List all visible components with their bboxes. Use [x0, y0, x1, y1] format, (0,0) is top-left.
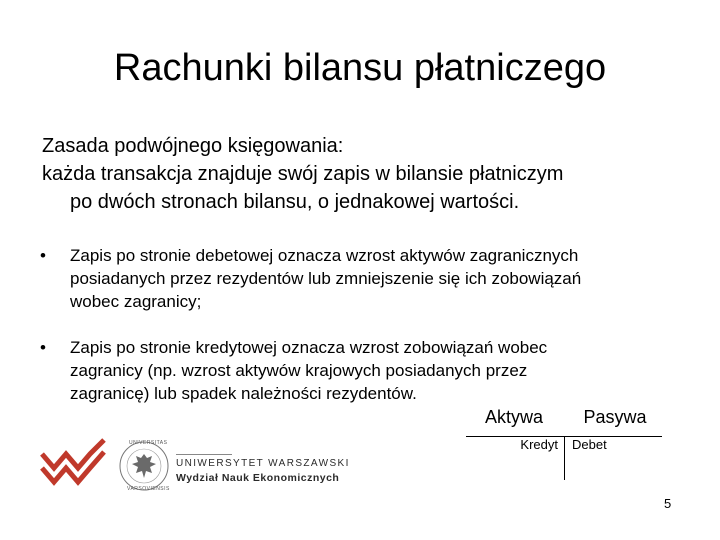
bullet-symbol: • [40, 338, 46, 357]
bullet-line: Zapis po stronie debetowej oznacza wzrost aktywów zagranicznych [70, 246, 579, 265]
footer-divider [176, 454, 232, 455]
bullet-line: wobec zagranicy; [70, 292, 202, 311]
bullet-line: zagranicę) lub spadek należności rezydentów. [70, 384, 417, 403]
slide-title: Rachunki bilansu płatniczego [113, 47, 607, 89]
university-name: UNIWERSYTET WARSZAWSKI [176, 458, 350, 469]
page-number: 5 [664, 496, 672, 511]
seal-text-top: UNIVERSITAS [129, 440, 168, 446]
t-account-aktywa: Aktywa [484, 407, 544, 427]
bullet-line: Zapis po stronie kredytowej oznacza wzrost zobowiązań wobec [70, 338, 548, 357]
eagle-seal-icon [118, 440, 170, 492]
intro-line-3: po dwóch stronach bilansu, o jednakowej wartości. [70, 191, 520, 213]
t-account-vertical-line [564, 436, 565, 480]
intro-text [42, 132, 702, 216]
t-account-diagram [466, 404, 662, 480]
intro-line-1: Zasada podwójnego księgowania: [42, 135, 344, 157]
university-seal [118, 440, 170, 492]
faculty-name: Wydział Nauk Ekonomicznych [176, 472, 340, 484]
bullet-line: posiadanych przez rezydentów lub zmniejszenie się ich zobowiązań [70, 269, 582, 288]
seal-text-bottom: VARSOVIENSIS [127, 486, 170, 492]
bullet-credit [40, 336, 680, 405]
bullet-symbol: • [40, 246, 46, 265]
t-account-pasywa: Pasywa [583, 407, 647, 427]
t-account-debet: Debet [572, 437, 607, 452]
bullet-debit [40, 244, 680, 313]
faculty-logo-icon [38, 438, 110, 494]
t-account-kredyt: Kredyt [520, 437, 558, 452]
bullet-line: zagranicy (np. wzrost aktywów krajowych posiadanych przez [70, 361, 528, 380]
intro-line-2: każda transakcja znajduje swój zapis w bilansie płatniczym [42, 163, 564, 185]
